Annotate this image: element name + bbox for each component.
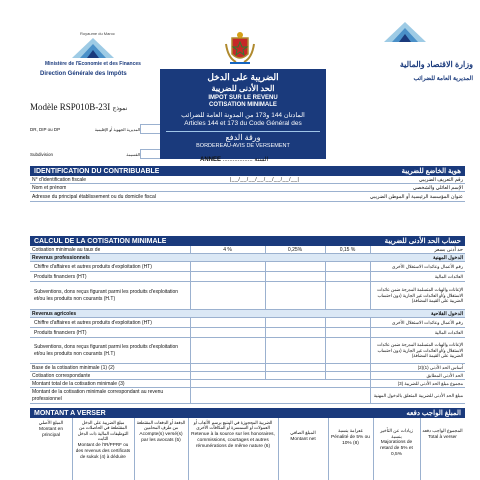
prof-ca-row: [30, 262, 465, 272]
prof-pf-row: [30, 272, 465, 282]
corr-label-ar: الحد الأدنى المطابق: [426, 372, 463, 378]
id-row-nom-label-ar: الإسم العائلي والشخصي: [412, 184, 463, 191]
taux-row: [30, 246, 465, 254]
agri-pf-row: [30, 328, 465, 338]
montant-col-net: [278, 418, 328, 480]
prof-subv-label-ar: الإعانات والهبات المتسلمة المدرجة ضمن عائدات الاستغلال و/أو العائدات غير الجارية (دون احتساب الضريبة على القيمة المضافة): [377, 287, 463, 304]
col-penalite-fr: Pénalité de 5% ou 10% (8): [331, 434, 370, 446]
col-penalite-ar: غعرامة بنسبة: [338, 428, 363, 433]
prof-section: [30, 254, 465, 262]
identification-title-fr: IDENTIFICATION DU CONTRIBUABLE: [34, 167, 160, 175]
montant-title-ar: المبلغ الواجب دفعه: [406, 410, 461, 417]
col-net-ar: المبلغ الصافي: [290, 430, 316, 435]
prof-ca-label-ar: رقم الأعمال وعائدات الاستغلال الأخرى: [391, 263, 463, 269]
id-row-nif: [30, 176, 465, 184]
total-label-fr: Montant total de la cotisation minimale (3): [32, 380, 125, 387]
prof-ca-label-fr: Chiffre d'affaires et autres produits d'exploitation (HT): [34, 263, 152, 270]
prof-label-ar: الدخول المهنية: [432, 254, 463, 261]
annee-line: [200, 156, 310, 163]
id-row-nom-label-fr: Nom et prénom: [32, 184, 67, 191]
id-row-nif-label-fr: N° d'identification fiscale: [32, 176, 87, 183]
id-row-nif-label-ar: رقم التعريف الضريبي: [418, 176, 463, 183]
identification-title-ar: هوية الخاضع للضريبة: [401, 168, 461, 175]
rate-015: 0,15 %: [339, 246, 356, 253]
id-row-adresse-label-ar: عنوان المؤسسة الرئيسية أو الموطن الضريبي: [369, 193, 463, 200]
corr-row: [30, 372, 465, 380]
ministry-logo-right: [380, 20, 430, 44]
montant-header: [30, 408, 465, 418]
annee-label-ar: السنة: [254, 157, 269, 163]
subtitle-fr: BORDEREAU-AVIS DE VERSEMENT: [196, 143, 290, 149]
subdivision-label-ar: القسيمة: [126, 152, 140, 157]
calcul-title-ar: حساب الحد الأدنى للضريبة: [384, 238, 461, 245]
id-row-adresse-value[interactable]: [230, 192, 330, 201]
agri-pf-label-fr: Produits financiers (HT): [34, 329, 87, 336]
agri-section: [30, 310, 465, 318]
id-row-adresse: [30, 192, 465, 202]
model-label: [30, 102, 127, 112]
montant-col-penalite: [328, 418, 373, 480]
header: [0, 0, 480, 168]
prof-label-fr: Revenus professionnels: [32, 254, 90, 261]
title-fr-2: COTISATION MINIMALE: [209, 102, 277, 108]
rate-4: 4 %: [223, 246, 232, 253]
montant-col-irpprf: [72, 418, 134, 480]
id-row-nif-value[interactable]: |__/__/__/__/__/__/__/__|: [230, 176, 300, 183]
rate-025: 0,25%: [287, 246, 303, 253]
prof-pf-label-ar: العائدات المالية: [434, 273, 463, 279]
title-ar-2: الحد الأدنى للضريبة: [211, 84, 275, 93]
base-label-fr: Base de la cotisation minimale (1) (2): [32, 364, 115, 371]
taux-label-fr: Cotisation minimale au taux de: [32, 246, 101, 253]
montant-col-total: [420, 418, 465, 480]
taux-label-ar: حد أدنى بسعر: [434, 246, 463, 253]
col-retenue-ar: الضريبة المحجوزة في المنبع برسم الأتعاب أو العمولات أو السمسرة أو المكافآت الأخرى: [193, 420, 273, 431]
identification-header: [30, 166, 465, 176]
calcul-header: [30, 236, 465, 246]
col-irpprf-ar: مبلغ الضريبة على الدخل المقتطعة في الحاصلات من التوظيفات المالية ذات الدخل الثابت: [77, 420, 129, 442]
dr-label-ar: المديرية الجهوية أو الإقليمية: [94, 127, 140, 132]
agri-label-ar: الدخول الفلاحية: [431, 310, 463, 317]
ministry-name-ar: وزارة الاقتصاد والمالية: [399, 60, 473, 69]
agri-subv-row: [30, 338, 465, 364]
coat-of-arms: [222, 30, 258, 66]
articles-fr: Articles 144 et 173 du Code Général des: [184, 120, 302, 127]
agri-label-fr: Revenus agricoles: [32, 310, 77, 317]
total-label-ar: مجموع مبلغ الحد الأدنى للضريبة (3): [397, 380, 463, 386]
col-majorations-ar: زيادات عن التأخير بنسبة: [380, 428, 413, 439]
annee-label-fr: ANNEE: [200, 157, 222, 163]
col-irpprf-fr: Montant de l'IR/PPRF ou des revenus des certificats de sukuk (4) à déduire: [75, 442, 131, 459]
prof-subv-row: [30, 282, 465, 310]
montant-col-acompte: [134, 418, 188, 480]
annee-dots[interactable]: ..................: [222, 157, 253, 163]
col-principal-fr: Montant en principal: [38, 426, 63, 438]
dr-label-fr: DR, DIP ou DP: [30, 127, 61, 132]
corr-label-fr: Cotisation correspondante: [32, 372, 91, 379]
col-acompte-fr: Acompte(s) versé(s) par les avocats (5): [139, 431, 183, 443]
agri-total-label-ar: مبلغ الحد الأدنى للضريبة المتعلق بالدخول المهنية: [373, 392, 463, 398]
col-retenue-fr: Retenue à la source sur les honoraires, commissions, courtages et autres rémunérations de même nature (6): [191, 431, 275, 449]
dgi-name-ar: المديرية العامة للضرائب: [413, 76, 473, 82]
col-acompte-ar: الدفعة أو الدفعات المقتطعة من طرف المحامين: [136, 420, 186, 431]
id-row-nom: [30, 184, 465, 192]
agri-total-row: [30, 388, 465, 404]
title-block: [160, 69, 326, 159]
agri-subv-label-ar: الإعانات والهبات المتسلمة المدرجة ضمن عائدات الاستغلال و/أو العائدات غير الجارية (دون احتساب الضريبة على القيمة المضافة): [377, 342, 463, 359]
col-net-fr: Montant net: [290, 436, 316, 442]
base-row: [30, 364, 465, 372]
montant-title-fr: MONTANT A VERSER: [34, 409, 106, 417]
articles-ar: المادتان 144 و173 من المدونة العامة للضرائب: [181, 112, 305, 119]
prof-subv-label-fr: Subventions, dons reçus figurant parmi les produits d'exploitation et/ou les produits non courants (H.T): [34, 289, 179, 302]
ministry-name-fr: Ministère de l'Economie et des Finances: [45, 61, 141, 67]
montant-col-retenue: [188, 418, 278, 480]
total-row: [30, 380, 465, 388]
agri-ca-row: [30, 318, 465, 328]
agri-subv-label-fr: Subventions, dons reçus figurant parmi les produits d'exploitation et/ou les produits non courants (H.T): [34, 344, 179, 357]
ministry-logo-left: [68, 36, 118, 60]
agri-ca-label-ar: رقم الأعمال وعائدات الاستغلال الأخرى: [391, 319, 463, 325]
agri-ca-label-fr: Chiffre d'affaires et autres produits d'exploitation (HT): [34, 319, 152, 326]
id-row-adresse-label-fr: Adresse du principal établissement ou du domicile fiscal: [32, 193, 156, 200]
montant-col-principal: [30, 418, 72, 480]
base-label-ar: أساس الحد الأدنى (1)(2): [417, 364, 463, 370]
dgi-name-fr: Direction Générale des Impôts: [40, 71, 127, 77]
prof-pf-label-fr: Produits financiers (HT): [34, 273, 87, 280]
model-label-ar: نموذج: [112, 106, 128, 112]
col-total-fr: Total à verser: [428, 434, 457, 440]
col-principal-ar: المبلغ الأصلي: [38, 420, 64, 425]
col-total-ar: المجموع الواجب دفعه: [422, 428, 463, 433]
agri-total-label-fr: Montant de la cotisation minimale correspondant au revenu professionnel: [32, 389, 164, 402]
montant-cols: [30, 418, 465, 480]
subtitle-ar: ورقة الدفع: [225, 133, 261, 142]
id-row-nom-value[interactable]: [230, 184, 360, 191]
col-majorations-fr: Majorations de retard de 5% et 0,5%: [380, 440, 413, 458]
title-ar-1: الضريبة على الدخل: [207, 72, 279, 82]
montant-col-majorations: [373, 418, 420, 480]
calcul-title-fr: CALCUL DE LA COTISATION MINIMALE: [34, 237, 167, 245]
title-fr-1: IMPOT SUR LE REVENU: [208, 95, 278, 101]
agri-pf-label-ar: العائدات المالية: [434, 329, 463, 335]
kingdom-label: Royaume du Maroc: [80, 31, 115, 36]
subdivision-label-fr: Subdivision: [30, 152, 54, 157]
model-code-fr: Modèle RSP010B-23I: [30, 102, 111, 112]
